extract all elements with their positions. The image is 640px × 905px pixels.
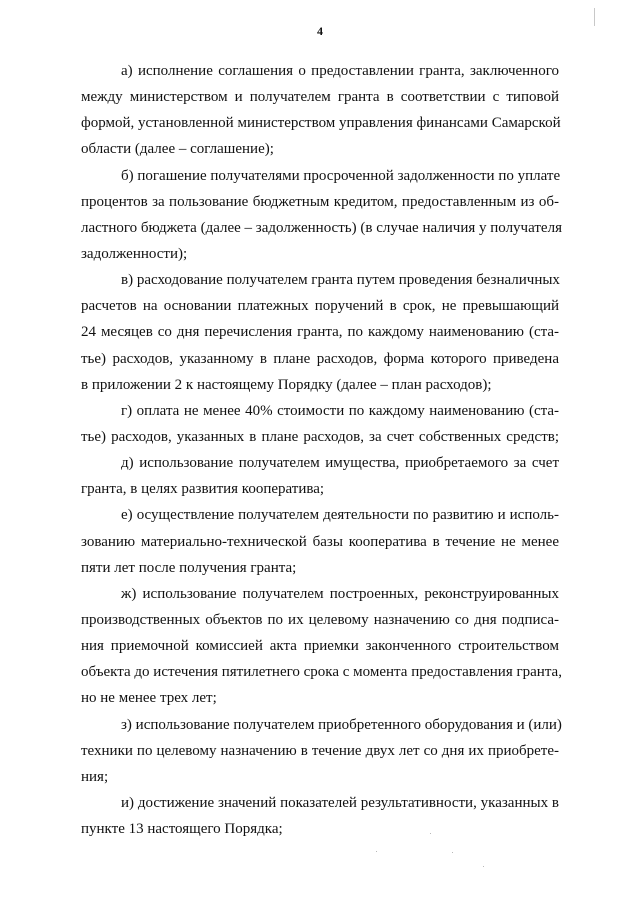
body-text (81, 58, 562, 842)
paragraph-first-line: д) использование получателем имущества, приобретаемого за счет (121, 455, 559, 472)
paragraph-first-line: в) расходование получателем гранта путем проведения безналичных (121, 272, 560, 289)
paragraph-first-line: б) погашение получателями просроченной задолженности по уплате (121, 167, 561, 184)
paragraph-first-line: и) достижение значений показателей результативности, указанных в (121, 794, 559, 811)
paragraph-line: пункте 13 настоящего Порядка; (81, 821, 283, 838)
paragraph-line: техники по целевому назначению в течение двух лет со дня их приобрете- (81, 742, 559, 759)
paragraph-line: 24 месяцев со дня перечисления гранта, по каждому наименованию (ста- (81, 324, 559, 341)
page-number: 4 (317, 24, 323, 38)
paragraph-line: гранта, в целях развития кооператива; (81, 481, 325, 498)
paragraph-line: области (далее – соглашение); (81, 141, 274, 158)
paragraph-first-line: а) исполнение соглашения о предоставлении гранта, заключенного (121, 63, 559, 79)
paragraph-line: формой, установленной министерством управления финансами Самарской (81, 115, 561, 132)
paragraph-line: процентов за пользование бюджетным кредитом, предоставленным из об- (81, 193, 559, 210)
paragraph-line: ния приемочной комиссией акта приемки законченного строительством (81, 638, 559, 655)
paragraph-line: объекта до истечения пятилетнего срока с момента предоставления гранта, (81, 664, 562, 681)
paragraph-line: в приложении 2 к настоящему Порядку (далее – план расходов); (81, 376, 492, 393)
scan-speck (483, 866, 484, 867)
paragraph-first-line: ж) использование получателем построенных, реконструированных (121, 585, 559, 602)
scan-speck (594, 8, 595, 26)
paragraph-line: ластного бюджета (далее – задолженность) (в случае наличия у получателя (81, 219, 562, 236)
paragraph-first-line: г) оплата не менее 40% стоимости по каждому наименованию (ста- (121, 402, 559, 419)
paragraph-line: расчетов на основании платежных поручений в срок, не превышающий (81, 298, 559, 315)
scan-speck (452, 852, 453, 853)
paragraph-line: ния; (81, 768, 109, 785)
scan-speck (376, 851, 377, 852)
paragraph-line: производственных объектов по их целевому назначению со дня подписа- (81, 611, 559, 628)
paragraph-line: пяти лет после получения гранта; (81, 559, 297, 576)
paragraph-line: задолженности); (81, 245, 188, 262)
paragraph-line: между министерством и получателем гранта в соответствии с типовой (81, 89, 559, 106)
paragraph-line: зованию материально-технической базы кооператива в течение не менее (81, 533, 559, 550)
scan-speck (430, 833, 431, 834)
paragraph-first-line: е) осуществление получателем деятельности по развитию и исполь- (121, 507, 559, 524)
paragraph-first-line: з) использование получателем приобретенного оборудования и (или) (121, 716, 562, 733)
paragraph-line: но не менее трех лет; (81, 690, 217, 707)
paragraph-line: тье) расходов, указанных в плане расходов, за счет собственных средств; (81, 428, 559, 445)
paragraph-line: тье) расходов, указанному в плане расходов, форма которого приведена (81, 350, 559, 367)
